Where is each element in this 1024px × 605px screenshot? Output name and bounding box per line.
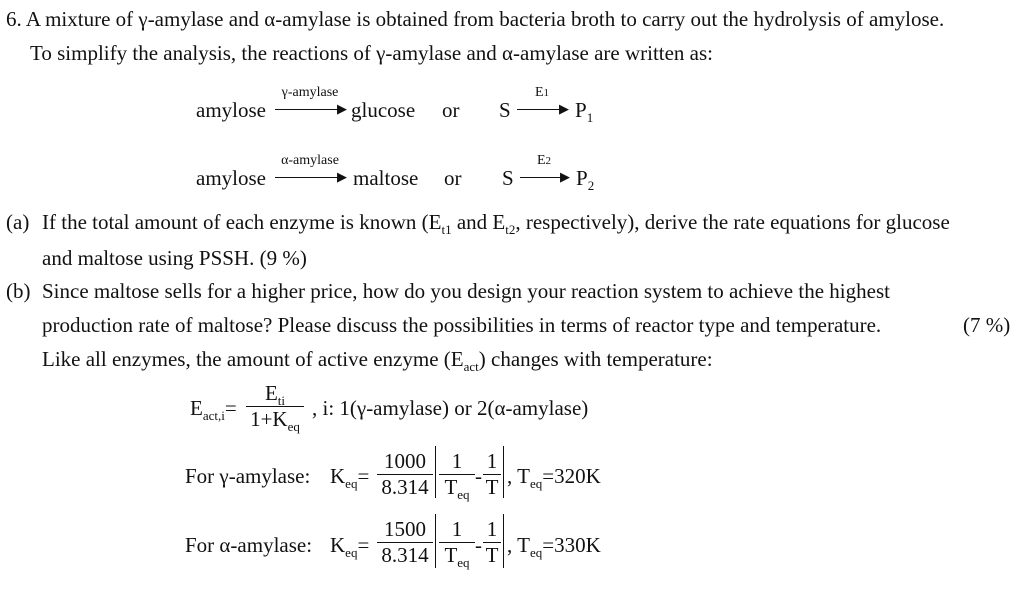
gamma-teq: , $T_{eq}=320K$	[507, 464, 601, 491]
alpha-abs-bar-left	[435, 514, 436, 568]
reaction2-or: or	[444, 166, 462, 190]
reaction1-sym-enzyme: E1	[534, 85, 550, 100]
reaction1-sym-arrow: E1 ▶	[517, 86, 567, 116]
part-b-line3: Like all enzymes, the amount of active enzyme $(E_{act})$ changes with temperature:	[42, 347, 713, 374]
reaction1-sym-product: $P_1$	[575, 98, 594, 125]
alpha-teq: , $T_{eq}=330K$	[507, 533, 601, 560]
alpha-minus: -	[475, 533, 482, 557]
part-b-line2: production rate of maltose? Please discuss the possibilities in terms of reactor type and temperature.	[42, 313, 882, 337]
reaction1-enzyme-label: γ-amylase	[281, 85, 339, 100]
eact-note: , i: 1(γ-amylase) or 2(α-amylase)	[312, 396, 589, 420]
reaction2-sym-product: $P_2$	[576, 166, 595, 193]
alpha-fraction-3: $\frac{1}{T}$	[483, 519, 501, 566]
reaction2-product: maltose	[353, 166, 419, 190]
alpha-abs-bar-right	[503, 514, 504, 568]
part-a-line2: and maltose using PSSH. (9 %)	[42, 246, 307, 270]
reaction2-enzyme-label: α-amylase	[281, 153, 339, 168]
gamma-abs-bar-left	[435, 446, 436, 498]
intro-text-1: A mixture of γ-amylase and α-amylase is obtained from bacteria broth to carry out the hydrolysis of amylose.	[25, 7, 945, 31]
gamma-keq: $K_{eq}=$	[330, 464, 370, 491]
question-intro-line1	[6, 9, 944, 30]
reaction2-sym-enzyme: E2	[536, 153, 552, 168]
alpha-keq: $K_{eq}=$	[330, 533, 370, 560]
alpha-fraction-2: 1 $T_{eq}$	[439, 519, 475, 566]
eact-numerator: $E_{ti}$	[264, 381, 286, 408]
gamma-label: For γ-amylase:	[185, 464, 311, 488]
question-number: 6.	[6, 7, 22, 31]
part-b-label: (b)	[6, 279, 31, 303]
reaction2-sym-reactant: S	[502, 166, 514, 190]
part-b-points: (7 %)	[963, 313, 1011, 337]
gamma-minus: -	[475, 464, 482, 488]
part-b-line1: Since maltose sells for a higher price, how do you design your reaction system to achieve the highest	[42, 279, 890, 303]
reaction1-or: or	[442, 98, 460, 122]
alpha-label: For α-amylase:	[185, 533, 313, 557]
gamma-fraction-3: $\frac{1}{T}$	[483, 451, 501, 498]
eact-lhs: $E_{act,i}=$	[190, 396, 237, 423]
part-a-line1: If the total amount of each enzyme is known ($E_{t1}$ and $E_{t2}$, respectively), derive the rate equations for glucose	[42, 210, 950, 237]
gamma-fraction-2: 1 $T_{eq}$	[439, 451, 475, 498]
gamma-fraction-1: $\frac{1000}{8.314}$	[377, 451, 433, 498]
eact-fraction	[246, 381, 304, 434]
gamma-abs-bar-right	[503, 446, 504, 498]
reaction1-product: glucose	[351, 98, 416, 122]
reaction1-reactant: amylose	[196, 98, 266, 122]
reaction2-sym-arrow: E2 ▶	[520, 154, 568, 184]
reaction2-reactant: amylose	[196, 166, 266, 190]
reaction1-arrow: γ-amylase ▶	[275, 86, 345, 116]
question-intro-line2: To simplify the analysis, the reactions of γ-amylase and α-amylase are written as:	[30, 41, 714, 65]
reaction2-arrow: α-amylase ▶	[275, 154, 345, 184]
part-a-label: (a)	[6, 210, 30, 234]
alpha-fraction-1: $\frac{1500}{8.314}$	[377, 519, 433, 566]
eact-denominator: $1+K_{eq}$	[246, 406, 304, 430]
reaction1-sym-reactant: S	[499, 98, 511, 122]
